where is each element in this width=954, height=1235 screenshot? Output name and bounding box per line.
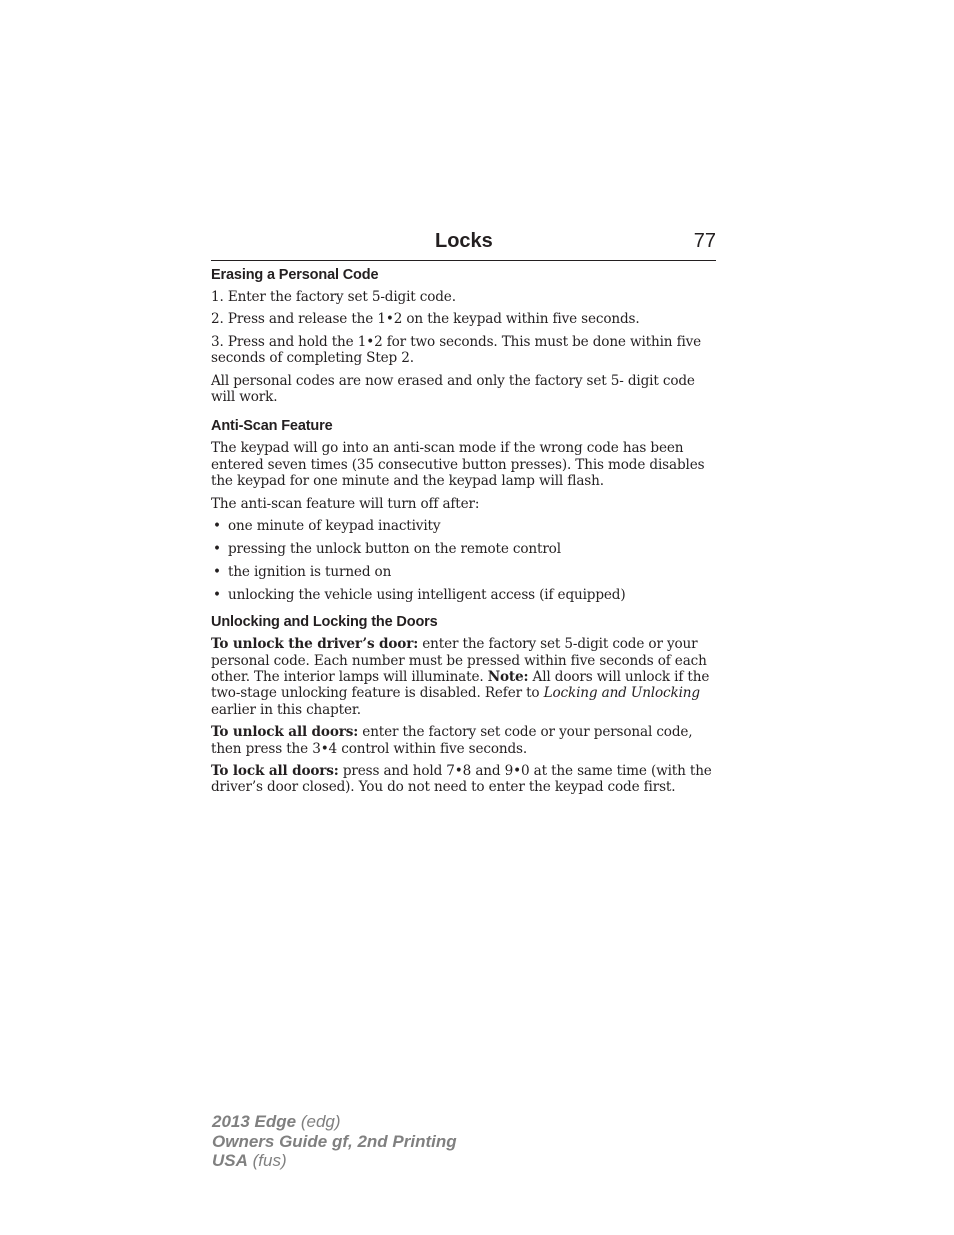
section-heading: Erasing a Personal Code xyxy=(211,267,379,283)
bold-label: Note: xyxy=(487,669,529,685)
footer-line xyxy=(212,1151,457,1171)
page-number: 77 xyxy=(693,230,716,252)
footer-market: USA xyxy=(212,1151,248,1170)
paragraph-lock-doors xyxy=(211,763,716,796)
page-footer xyxy=(212,1112,457,1171)
bullet-list xyxy=(211,518,716,603)
step-item: 2. Press and release the 1•2 on the keypad within five seconds. xyxy=(211,311,640,328)
list-item: • pressing the unlock button on the remote control xyxy=(211,541,716,557)
section-heading: Anti-Scan Feature xyxy=(211,418,333,435)
text: enter the factory set 5-digit code or your personal code. Each number must be pressed within five seconds of each other. The interior lamps will illuminate. xyxy=(211,636,707,685)
erase-note: All personal codes are now erased and only the factory set 5- digit code will work. xyxy=(211,372,695,406)
list-item: • unlocking the vehicle using intelligent access (if equipped) xyxy=(211,587,716,603)
paragraph: The anti-scan feature will turn off after: xyxy=(211,495,480,512)
paragraph-all-doors xyxy=(211,724,716,757)
footer-model: 2013 Edge xyxy=(212,1112,297,1131)
cross-reference: Locking and Unlocking xyxy=(543,685,700,702)
text: press and hold 7•8 and 9•0 at the same time (with the driver’s door closed). You do not need to enter the keypad code first. xyxy=(211,763,712,796)
paragraph-driver-door xyxy=(211,636,716,718)
footer-line xyxy=(212,1112,457,1132)
footer-code: (edg) xyxy=(296,1112,341,1131)
chapter-title: Locks xyxy=(435,230,493,252)
step-item: 3. Press and hold the 1•2 for two seconds. This must be done within five seconds of completing Step 2. xyxy=(211,333,702,367)
section-anti-scan xyxy=(211,417,716,603)
list-item: • the ignition is turned on xyxy=(211,564,716,580)
footer-code: (fus) xyxy=(247,1151,287,1170)
bold-label: To unlock all doors: xyxy=(211,724,359,741)
text: earlier in this chapter. xyxy=(211,701,361,718)
section-erasing-personal-code xyxy=(211,266,716,405)
list-item: • one minute of keypad inactivity xyxy=(211,518,716,534)
text: enter the factory set code or your personal code, then press the 3•4 control within five seconds. xyxy=(211,724,693,757)
paragraph: The keypad will go into an anti-scan mode if the wrong code has been entered seven times (35 consecutive button presses). This mode disables the keypad for one minute and the keypad lamp will flash. xyxy=(211,440,705,490)
bold-label: To unlock the driver’s door: xyxy=(211,636,419,653)
bold-label: To lock all doors: xyxy=(211,763,339,780)
text: All doors will unlock if the two-stage unlocking feature is disabled. Refer to xyxy=(211,669,710,702)
page-content xyxy=(211,266,716,802)
section-unlocking-locking xyxy=(211,613,716,796)
step-item: 1. Enter the factory set 5-digit code. xyxy=(211,289,456,305)
footer-line: Owners Guide gf, 2nd Printing xyxy=(212,1131,457,1151)
section-heading: Unlocking and Locking the Doors xyxy=(211,614,438,631)
page-header xyxy=(211,230,716,261)
